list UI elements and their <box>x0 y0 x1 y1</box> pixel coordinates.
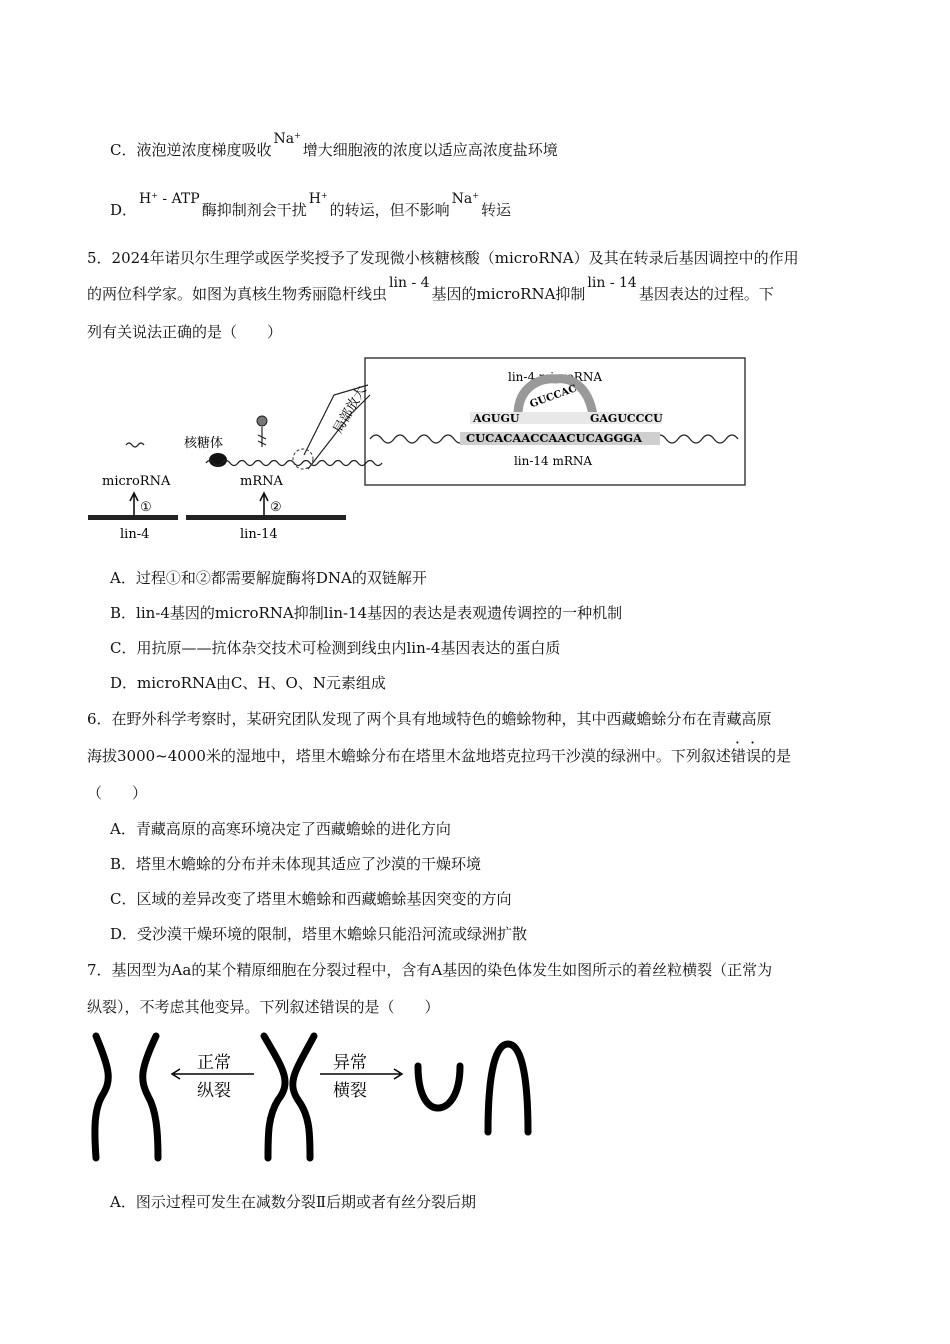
seq-top-left: AGUGU <box>473 412 520 425</box>
prev-option-c <box>110 131 558 163</box>
protein-link <box>258 427 266 447</box>
step1-label: ① <box>140 500 152 515</box>
normal-label-1: 正常 <box>197 1053 231 1073</box>
chromosome-x-2 <box>293 1036 314 1158</box>
protein-blob <box>257 416 267 426</box>
q6-stem-line3: （ ） <box>87 784 148 802</box>
q5-stem-line3: 列有关说法正确的是（ ） <box>87 323 283 341</box>
ion-na: Na+ <box>273 131 301 147</box>
chromatid-u <box>418 1066 460 1108</box>
emphasis-char: 误 <box>745 747 761 765</box>
q6-stem-line2: 海拔3000~4000米的湿地中，塔里木蟾蜍分布在塔里木盆地塔克拉玛干沙漠的绿洲中。下列叙述错误的是 <box>87 747 791 765</box>
chromatid-arch <box>488 1044 528 1132</box>
mrna-wave-right <box>654 435 738 443</box>
mrna-label: mRNA <box>240 474 283 489</box>
seq-bottom: CUCACAACCAACUCAGGGA <box>466 431 643 445</box>
q6-option-d[interactable]: D．受沙漠干燥环境的限制，塔里木蟾蜍只能沿河流或绿洲扩散 <box>110 925 528 943</box>
ribosome-label: 核糖体 <box>184 436 224 451</box>
gene-name: lin - 14 <box>587 275 637 291</box>
q6-option-b[interactable]: B．塔里木蟾蜍的分布并未体现其适应了沙漠的干燥环境 <box>110 855 482 873</box>
gene-name: lin - 4 <box>389 275 430 291</box>
q5-stem-line2: 的两位科学家。如图为真核生物秀丽隐杆线虫lin - 4基因的microRNA抑制lin - 14基因表达的过程。下 <box>87 275 774 303</box>
option-text: C．液泡逆浓度梯度吸收 <box>110 141 272 159</box>
dna-lin14 <box>186 515 346 520</box>
q5-option-c[interactable]: C．用抗原——抗体杂交技术可检测到线虫内lin-4基因表达的蛋白质 <box>110 639 561 657</box>
zoom-label <box>304 383 370 469</box>
prev-option-d: D．H+ - ATP酶抑制剂会干扰H+的转运，但不影响Na+转运 <box>110 191 511 219</box>
q5-option-a[interactable]: A．过程①和②都需要解旋酶将DNA的双链解开 <box>110 569 427 587</box>
q6-option-a[interactable]: A．青藏高原的高寒环境决定了西藏蟾蜍的进化方向 <box>110 820 451 838</box>
zoom-title: lin-4 microRNA <box>507 370 603 384</box>
q5-option-d[interactable]: D．microRNA由C、H、O、N元素组成 <box>110 674 386 692</box>
normal-label-2: 纵裂 <box>197 1081 231 1101</box>
arrow-step2 <box>260 493 268 517</box>
abnormal-label-1: 异常 <box>333 1053 367 1073</box>
ion-na: Na+ <box>451 191 479 207</box>
chromatid-left-1 <box>95 1036 108 1158</box>
microrna-strand <box>126 443 144 447</box>
abnormal-label-2: 横裂 <box>333 1081 367 1101</box>
gene-lin14-label: lin-14 <box>240 527 278 542</box>
q7-stem-line2: 纵裂），不考虑其他变异。下列叙述错误的是（ ） <box>87 998 440 1016</box>
q5-option-b[interactable]: B．lin-4基因的microRNA抑制lin-14基因的表达是表观遗传调控的一种机制 <box>110 604 623 622</box>
chromatid-left-2 <box>143 1036 158 1158</box>
q7-stem-line1: 7．基因型为Aa的某个精原细胞在分裂过程中，含有A基因的染色体发生如图所示的着丝粒横裂（正常为 <box>87 961 773 979</box>
ion-h: H+ - ATP <box>139 191 200 207</box>
q6-option-c[interactable]: C．区域的差异改变了塔里木蟾蜍和西藏蟾蜍基因突变的方向 <box>110 890 512 908</box>
gene-lin4-label: lin-4 <box>120 527 150 542</box>
q7-option-a[interactable]: A．图示过程可发生在减数分裂Ⅱ后期或者有丝分裂后期 <box>110 1193 477 1211</box>
svg-text:局部放大: 局部放大 <box>330 383 370 437</box>
ion-h: H+ <box>308 191 328 207</box>
emphasis-char: 错 <box>730 747 746 765</box>
q5-stem-line1: 5．2024年诺贝尔生理学或医学奖授予了发现微小核糖核酸（microRNA）及其在转录后基因调控中的作用 <box>87 249 799 267</box>
binding-site <box>293 449 313 469</box>
seq-top-right: GAGUCCCU <box>590 412 663 425</box>
seq-loop: GUCCAC <box>528 383 579 411</box>
dna-lin4 <box>88 515 178 520</box>
arrow-step1 <box>130 493 138 517</box>
microrna-label: microRNA <box>102 474 171 489</box>
q6-stem-line1: 6．在野外科学考察时，某研究团队发现了两个具有地域特色的蟾蜍物种，其中西藏蟾蜍分布在青藏高原 <box>87 710 772 728</box>
option-text: 增大细胞液的浓度以适应高浓度盐环境 <box>302 141 558 159</box>
step2-label: ② <box>270 500 282 515</box>
q5-figure <box>88 355 753 545</box>
chromosome-x-1 <box>264 1036 285 1158</box>
zoom-bottom-label: lin-14 mRNA <box>513 454 593 468</box>
q7-figure <box>88 1030 548 1165</box>
